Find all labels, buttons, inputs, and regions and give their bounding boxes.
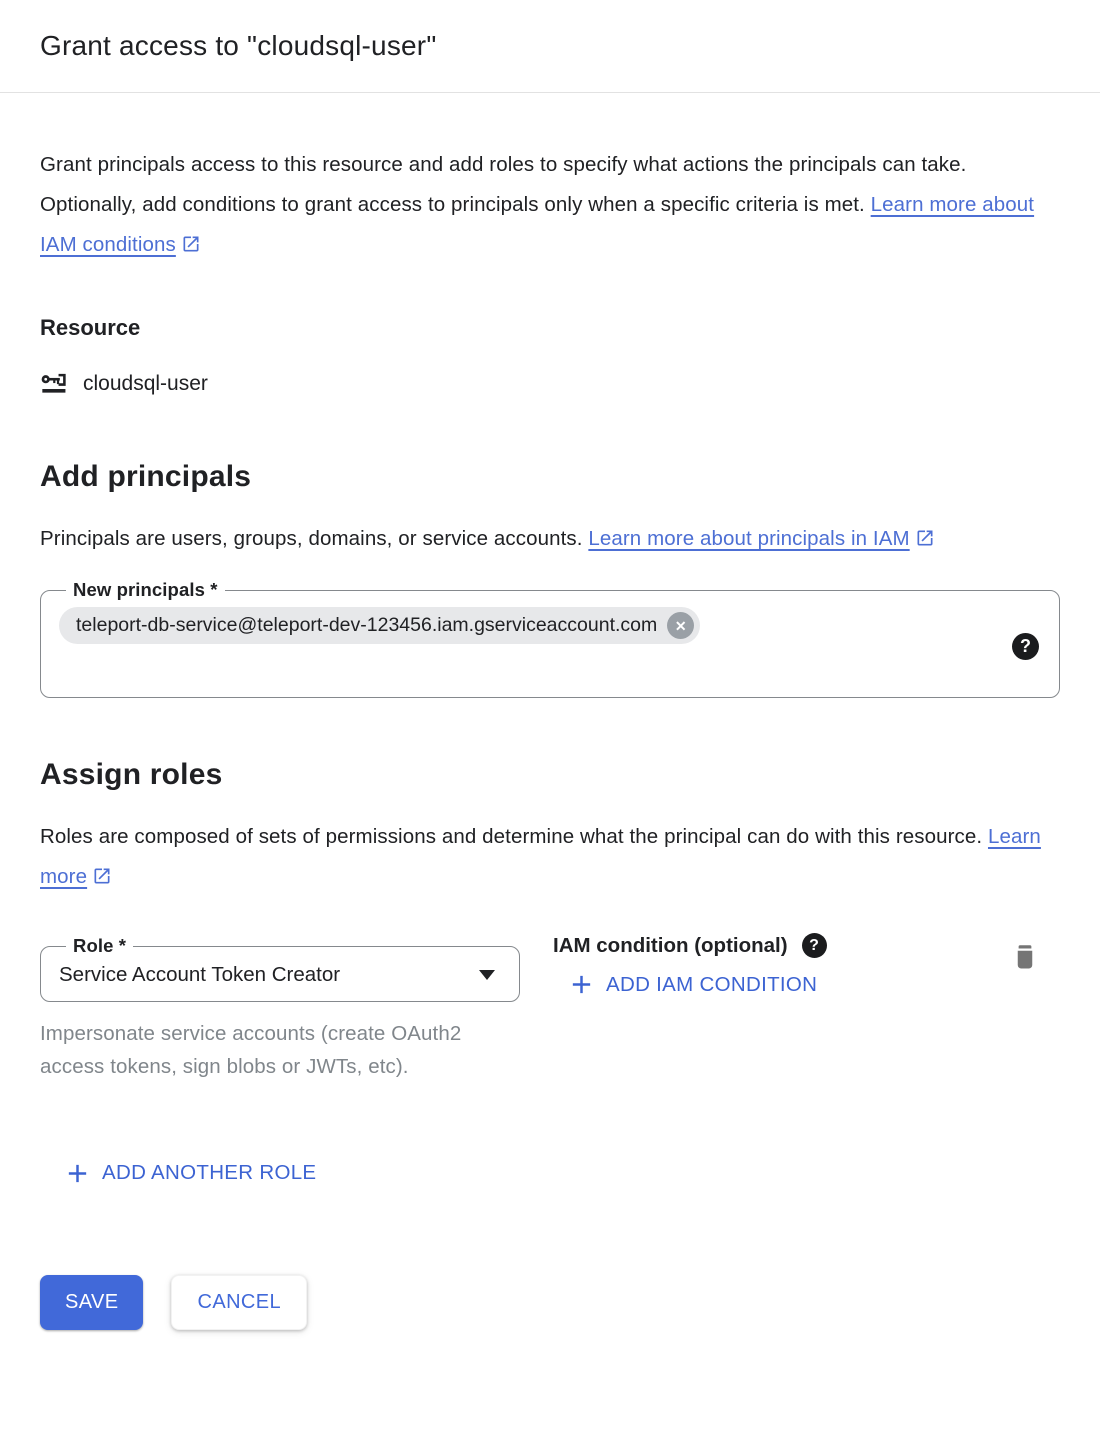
intro-text: Grant principals access to this resource and add roles to specify what actions the principals can take. Optionally, add conditions to grant access to principals only when a specific criteria is met. bbox=[40, 153, 967, 216]
role-assignment-row bbox=[40, 935, 1060, 1104]
cancel-button[interactable]: CANCEL bbox=[171, 1275, 307, 1330]
add-iam-condition-button[interactable]: ADD IAM CONDITION bbox=[568, 971, 817, 998]
new-principals-input-area bbox=[59, 601, 1039, 681]
plus-icon bbox=[64, 1160, 91, 1187]
role-help-text: Impersonate service accounts (create OAuth2 access tokens, sign blobs or JWTs, etc). bbox=[40, 1022, 462, 1078]
iam-condition-label: IAM condition (optional) bbox=[553, 933, 788, 957]
open-in-new-icon bbox=[181, 234, 201, 254]
role-dropdown[interactable] bbox=[59, 957, 503, 989]
new-principals-field[interactable] bbox=[40, 579, 1060, 698]
resource-heading: Resource bbox=[40, 315, 141, 340]
resource-name: cloudsql-user bbox=[83, 372, 208, 395]
open-in-new-icon bbox=[915, 528, 935, 548]
role-selected-value: Service Account Token Creator bbox=[59, 963, 341, 986]
remove-principal-button[interactable] bbox=[667, 612, 694, 639]
iam-condition-help-icon[interactable]: ? bbox=[802, 933, 827, 958]
intro-paragraph bbox=[40, 145, 1060, 265]
resource-row bbox=[40, 370, 1060, 398]
principal-chip-value: teleport-db-service@teleport-dev-123456.iam.gserviceaccount.com bbox=[76, 614, 658, 636]
role-column bbox=[40, 935, 520, 1104]
roles-learn-more-link[interactable]: Learn more bbox=[40, 825, 1041, 888]
dropdown-caret-icon bbox=[479, 970, 495, 980]
delete-role-button[interactable] bbox=[1010, 941, 1040, 973]
new-principals-label: New principals * bbox=[73, 579, 218, 600]
principals-help-icon[interactable]: ? bbox=[1012, 633, 1039, 660]
delete-role-column bbox=[1010, 935, 1040, 978]
principals-description: Principals are users, groups, domains, or service accounts. Learn more about principals in IAM bbox=[40, 519, 1060, 559]
learn-more-principals-link[interactable]: Learn more about principals in IAM bbox=[588, 527, 934, 550]
service-account-key-icon bbox=[40, 370, 68, 398]
role-label: Role * bbox=[73, 935, 127, 956]
plus-icon bbox=[568, 971, 595, 998]
iam-condition-label-row bbox=[553, 933, 827, 958]
dialog-body bbox=[0, 145, 1100, 1354]
iam-condition-column bbox=[553, 935, 827, 998]
add-principals-heading: Add principals bbox=[40, 460, 252, 493]
save-button[interactable]: SAVE bbox=[40, 1275, 143, 1330]
close-icon: ✕ bbox=[674, 617, 687, 634]
principal-chip bbox=[59, 607, 700, 644]
assign-roles-heading: Assign roles bbox=[40, 758, 223, 791]
roles-description: Roles are composed of sets of permissions and determine what the principal can do with this resource. Learn more bbox=[40, 825, 1041, 888]
role-select-field bbox=[40, 935, 520, 1002]
page-title: Grant access to "cloudsql-user" bbox=[40, 30, 437, 61]
dialog-actions bbox=[40, 1275, 1060, 1330]
dialog-titlebar bbox=[0, 0, 1100, 93]
add-another-role-button[interactable]: ADD ANOTHER ROLE bbox=[64, 1160, 316, 1187]
open-in-new-icon bbox=[92, 866, 112, 886]
learn-more-iam-conditions-link[interactable]: Learn more about IAM conditions bbox=[40, 193, 1035, 256]
trash-icon bbox=[1010, 941, 1040, 973]
